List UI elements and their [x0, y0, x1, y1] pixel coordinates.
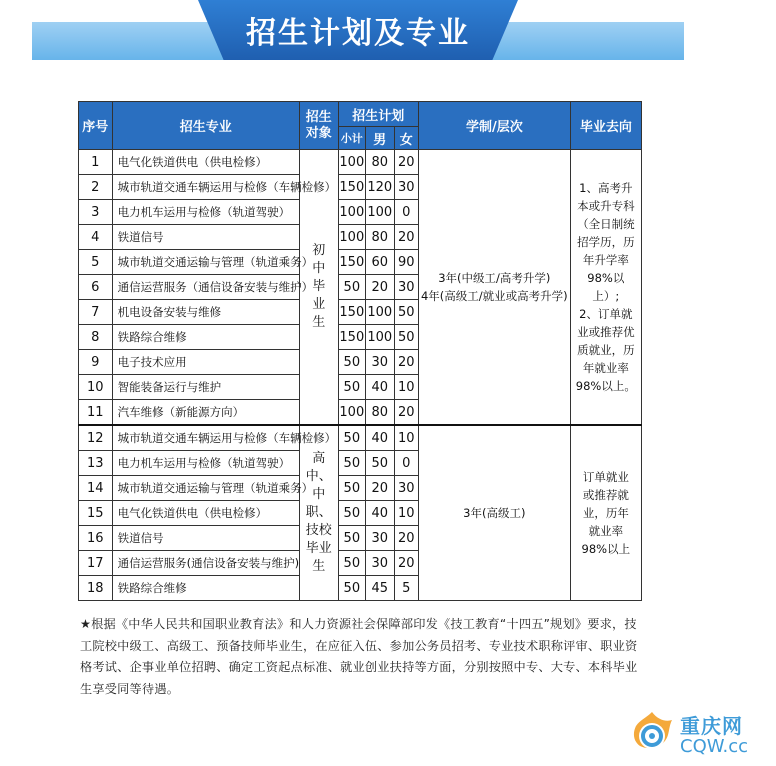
row-female: 20 — [394, 551, 418, 576]
page-title: 招生计划及专业 — [246, 16, 470, 51]
row-major: 电子技术应用 — [112, 350, 299, 375]
row-major: 汽车维修（新能源方向） — [112, 400, 299, 426]
row-male: 20 — [366, 275, 395, 300]
row-major: 铁道信号 — [112, 225, 299, 250]
row-number: 3 — [79, 200, 113, 225]
row-system: 3年(中级工/高考升学) 4年(高级工/就业或高考升学) — [418, 150, 570, 426]
row-number: 12 — [79, 425, 113, 451]
row-total: 100 — [338, 200, 365, 225]
row-total: 50 — [338, 526, 365, 551]
row-major: 电力机车运用与检修（轨道驾驶） — [112, 200, 299, 225]
row-major: 铁路综合维修 — [112, 576, 299, 601]
row-major: 城市轨道交通运输与管理（轨道乘务） — [112, 250, 299, 275]
row-number: 5 — [79, 250, 113, 275]
header-target — [299, 102, 338, 150]
row-male: 40 — [366, 501, 395, 526]
row-male: 100 — [366, 325, 395, 350]
row-number: 14 — [79, 476, 113, 501]
header-system: 学制/层次 — [418, 102, 570, 150]
row-system: 3年(高级工) — [418, 425, 570, 601]
watermark-domain: CQW.cc — [680, 736, 748, 757]
row-male: 50 — [366, 451, 395, 476]
row-female: 20 — [394, 400, 418, 426]
row-target: 高中、 中职、 技校 毕业 生 — [299, 425, 338, 601]
header-target-text: 招生 对象 — [305, 109, 332, 141]
row-major: 城市轨道交通车辆运用与检修（车辆检修） — [112, 425, 299, 451]
row-destination: 1、高考升 本或升专科 （全日制统 招学历，历 年升学率 98%以上）; 2、订单就 业或推荐优 质就业，历 年就业率 98%以上。 — [570, 150, 641, 426]
row-female: 20 — [394, 225, 418, 250]
row-number: 8 — [79, 325, 113, 350]
row-female: 5 — [394, 576, 418, 601]
row-major: 电力机车运用与检修（轨道驾驶） — [112, 451, 299, 476]
row-male: 30 — [366, 526, 395, 551]
row-total: 100 — [338, 225, 365, 250]
table-row — [79, 425, 642, 451]
row-major: 机电设备安装与维修 — [112, 300, 299, 325]
row-number: 6 — [79, 275, 113, 300]
row-total: 150 — [338, 325, 365, 350]
row-number: 13 — [79, 451, 113, 476]
row-total: 150 — [338, 175, 365, 200]
row-male: 100 — [366, 300, 395, 325]
row-major: 通信运营服务(通信设备安装与维护) — [112, 551, 299, 576]
row-major: 智能装备运行与维护 — [112, 375, 299, 400]
row-total: 150 — [338, 300, 365, 325]
row-total: 50 — [338, 551, 365, 576]
row-total: 50 — [338, 375, 365, 400]
row-number: 15 — [79, 501, 113, 526]
row-number: 16 — [79, 526, 113, 551]
policy-note: ★根据《中华人民共和国职业教育法》和人力资源社会保障部印发《技工教育“十四五”规划》要求，技工院校中级工、高级工、预备技师毕业生，在应征入伍、参加公务员招考、专业技术职称评审、职业资格考试、企事业单位招聘、确定工资起点标准、就业创业扶持等方面，分别按照中专、大专、本科毕业生享受同等待遇。 — [80, 617, 638, 696]
row-major: 铁道信号 — [112, 526, 299, 551]
header-female: 女 — [394, 127, 418, 150]
row-male: 80 — [366, 150, 395, 175]
row-total: 50 — [338, 501, 365, 526]
row-female: 30 — [394, 476, 418, 501]
row-number: 4 — [79, 225, 113, 250]
row-female: 10 — [394, 375, 418, 400]
header-destination: 毕业去向 — [570, 102, 641, 150]
row-total: 100 — [338, 150, 365, 175]
watermark-name: 重庆网 — [680, 714, 743, 738]
row-destination: 订单就业 或推荐就 业，历年 就业率 98%以上 — [570, 425, 641, 601]
row-total: 150 — [338, 250, 365, 275]
row-female: 0 — [394, 200, 418, 225]
row-total: 50 — [338, 275, 365, 300]
row-major: 通信运营服务（通信设备安装与维护） — [112, 275, 299, 300]
row-male: 40 — [366, 375, 395, 400]
row-number: 1 — [79, 150, 113, 175]
row-male: 20 — [366, 476, 395, 501]
row-male: 80 — [366, 225, 395, 250]
row-major: 铁路综合维修 — [112, 325, 299, 350]
row-number: 9 — [79, 350, 113, 375]
row-female: 30 — [394, 175, 418, 200]
row-number: 10 — [79, 375, 113, 400]
row-female: 20 — [394, 350, 418, 375]
row-male: 100 — [366, 200, 395, 225]
row-major: 城市轨道交通车辆运用与检修（车辆检修） — [112, 175, 299, 200]
row-total: 50 — [338, 476, 365, 501]
row-number: 18 — [79, 576, 113, 601]
row-total: 50 — [338, 576, 365, 601]
row-number: 17 — [79, 551, 113, 576]
row-male: 80 — [366, 400, 395, 426]
row-male: 120 — [366, 175, 395, 200]
row-female: 50 — [394, 300, 418, 325]
row-female: 20 — [394, 526, 418, 551]
table-row — [79, 150, 642, 175]
cqw-logo-icon — [628, 710, 676, 758]
row-male: 45 — [366, 576, 395, 601]
row-male: 30 — [366, 350, 395, 375]
row-male: 30 — [366, 551, 395, 576]
row-total: 50 — [338, 350, 365, 375]
header-male: 男 — [366, 127, 395, 150]
header-major: 招生专业 — [112, 102, 299, 150]
watermark-logo — [628, 706, 776, 762]
row-female: 20 — [394, 150, 418, 175]
row-total: 100 — [338, 400, 365, 426]
row-major: 电气化铁道供电（供电检修） — [112, 501, 299, 526]
header-seq: 序号 — [79, 102, 113, 150]
row-female: 10 — [394, 425, 418, 451]
row-male: 60 — [366, 250, 395, 275]
enrollment-table — [78, 101, 642, 601]
row-number: 7 — [79, 300, 113, 325]
header-subtotal: 小计 — [338, 127, 365, 150]
row-target: 初 中 毕 业 生 — [299, 150, 338, 426]
row-male: 40 — [366, 425, 395, 451]
row-major: 城市轨道交通运输与管理（轨道乘务） — [112, 476, 299, 501]
row-total: 50 — [338, 451, 365, 476]
row-female: 30 — [394, 275, 418, 300]
table-body — [79, 150, 642, 601]
header-plan: 招生计划 — [338, 102, 418, 127]
row-number: 2 — [79, 175, 113, 200]
row-female: 50 — [394, 325, 418, 350]
row-female: 10 — [394, 501, 418, 526]
row-major: 电气化铁道供电（供电检修） — [112, 150, 299, 175]
row-female: 90 — [394, 250, 418, 275]
row-female: 0 — [394, 451, 418, 476]
row-number: 11 — [79, 400, 113, 426]
row-total: 50 — [338, 425, 365, 451]
